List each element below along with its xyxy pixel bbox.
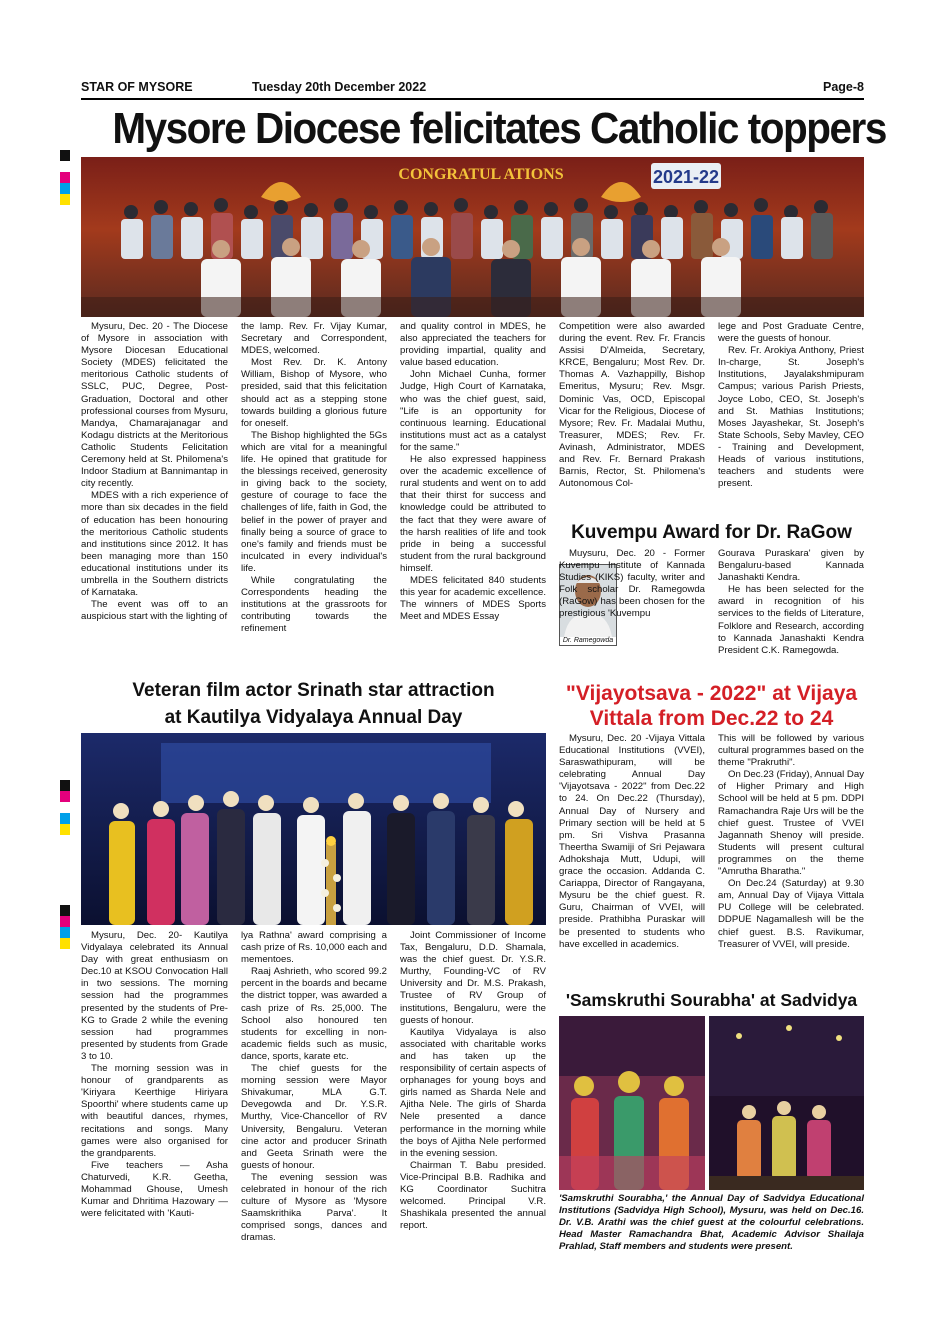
paragraph: He has been selected for the award in recognition of his services to the fields of Literature, Folklore and Research, according to Kannada Janashakti Kendra President C.K. Ramegowda. [718, 584, 864, 656]
masthead-rule [81, 98, 864, 100]
photo-banner-text: CONGRATUL ATIONS [398, 166, 564, 183]
story1-column-1 [81, 321, 228, 623]
story4-column-1 [559, 733, 705, 951]
paper-name: STAR OF MYSORE [81, 80, 193, 94]
story3-headline-line-1: Veteran film actor Srinath star attraction [132, 680, 495, 701]
paragraph: Five teachers — Asha Chaturvedi, K.R. Geetha, Mohammad Ghouse, Umesh Kumar and Dhritima Hazowary — were felicitated with 'Kauti- [81, 1159, 228, 1220]
registration-marks-top [60, 150, 70, 205]
page-number: Page-8 [823, 80, 864, 94]
paragraph: The chief guests for the morning session were Mayor Shivakumar, MLA G.T. Devegowda and Dr. Y.S.R. Murthy, Vice-Chancellor of RV University, Bengaluru. Veteran cine actor and producer Srinath and Geeta Srinath were the guests of honour. [241, 1063, 387, 1171]
story4-headline-line-2: Vittala from Dec.22 to 24 [589, 707, 834, 730]
story1-column-4 [559, 321, 705, 490]
story5-photo-right [709, 1016, 864, 1190]
paragraph: On Dec.23 (Friday), Annual Day of Higher Primary and High School will be held at 5 pm. DDPI Ramachandra Raje Urs will be the chief guest. Trustee of VVEI Jagannath Shenoy will preside. Students will present cultural programmes on the theme "Amrutha Bharatha." [718, 769, 864, 878]
story3-headline-line-2: at Kautilya Vidyalaya Annual Day [164, 707, 463, 728]
story4-headline-line-1: "Vijayotsava - 2022" at Vijaya [565, 682, 858, 705]
paragraph: The evening session was celebrated in honour of the rich culture of Mysore as 'Mysore Saamskrithika Parva'. It comprised songs, dances and dramas. [241, 1171, 387, 1244]
paragraph: MDES felicitated 840 students this year for academic excellence. The winners of MDES Sports Meet and MDES Essay [400, 574, 546, 623]
paragraph: Joint Commissioner of Income Tax, Bengaluru, D.D. Shamala, was the chief guest. Dr. Y.S.R. Murthy, Founding-VC of RV University and Dr. M.S. Prakash, Trustee of RV Group of institutions, Bengaluru, were the guests of honour. [400, 930, 546, 1026]
paragraph: Mysuru, Dec. 20 -Vijaya Vittala Educational Institutions (VVEI), Saraswathipuram, will be celebrating Annual Day 'Vijayotsava - 2022" from Dec.22 to 24. On Dec.22 (Thursday), Annual Day of Nursery and Primary section will be held at 5 pm. Sri Vishva Prasanna Theertha Swamiji of Sri Pejawara Adhokshaja Mutt, Udupi, will grace the occasion. Addanda C. Cariappa, Director of Rangayana, Mysuru be the chief guest. R. Guru, Chairman of VVEI, will preside. Prathibha Puraskar will be presented to students who have excelled in academics. [559, 733, 705, 950]
story1-column-5 [718, 321, 864, 490]
paragraph: Mysuru, Dec. 20 - The Diocese of Mysore in association with Mysore Diocesan Educational Society (MDES) felicitated the meritorious Catholic students of SSLC, PUC, Degree, Post-Graduation, Doctoral and other professional courses from Mysuru, Mandya, Chamarajanagar and Kodagu districts at the Meritorious Catholic Students Felicitation Ceremony held at St. Philomena's Indoor Stadium at Bannimantap in city recently. [81, 321, 228, 490]
story5-caption: 'Samskruthi Sourabha,' the Annual Day of Sadvidya Educational Institutions (Sadvidya High School), Mysuru, was held on Dec.16. Dr. V.B. Arathi was the chief guest at the colourful celebrations. Head Master Ramachandra Bhat, Academic Advisor Shailaja Prahlad, Staff members and students were present. [559, 1193, 864, 1252]
paragraph: This will be followed by various cultural programmes based on the theme "Prakruthi". [718, 733, 864, 769]
paragraph: While congratulating the Correspondents heading the institutions at the grassroots for contributing towards the refinement [241, 574, 387, 635]
paragraph: the lamp. Rev. Fr. Vijay Kumar, Secretary and Correspondent, MDES, welcomed. [241, 321, 387, 357]
story4-column-2 [718, 733, 864, 951]
story2-column-1 [559, 548, 705, 621]
story3-column-3 [400, 930, 546, 1232]
paragraph: The Bishop highlighted the 5Gs which are vital for a meaningful life. He opined that gratitude for the blessings received, generosity in giving back to the society, gesture of courage to face the challenges of life, faith in God, the belief in the power of prayer and finally being a source of grace to one's family and friends must be inculcated in every individual's life. [241, 429, 387, 574]
photo-year-text: 2021-22 [652, 167, 720, 187]
story1-column-3 [400, 321, 546, 623]
story2-photo-caption: Dr. Ramegowda [560, 637, 616, 645]
paragraph: lya Rathna' award comprising a cash prize of Rs. 10,000 each and mementoes. [241, 930, 387, 966]
registration-marks-bottom [60, 905, 70, 949]
masthead [81, 80, 864, 98]
story2-column-2 [718, 548, 864, 657]
story1-column-2 [241, 321, 387, 635]
issue-date: Tuesday 20th December 2022 [252, 80, 427, 94]
story3-column-2 [241, 930, 387, 1244]
paragraph: John Michael Cunha, former Judge, High Court of Karnataka, who was the chief guest, said, "Life is an opportunity for continuous learning. Educational institutions must act as a catalyst for the same." [400, 369, 546, 453]
paragraph: Competition were also awarded during the event. Rev. Fr. Francis Assisi D'Almeida, Secretary, KRCE, Bengaluru; Most Rev. Dr. Thomas A. Vazhappilly, Bishop Emeritus, Mysuru; Rev. Msgr. Dominic Vas, OCD, Episcopal Vicar for the Religious, Diocese of Mysore; Rev. Fr. Madalai Muthu, Treasurer, MDES; Rev. Fr. Avinash, Administrator, MDES and Rev. Fr. Bernard Prakash Barnis, Rector, St. Philomena's Autonomous Col- [559, 321, 705, 490]
paragraph: lege and Post Graduate Centre, were the guests of honour. [718, 321, 864, 345]
story3-column-1 [81, 930, 228, 1220]
story1-photo [81, 157, 864, 317]
story1-headline: Mysore Diocese felicitates Catholic toppers [112, 104, 886, 153]
story2-headline: Kuvempu Award for Dr. RaGow [571, 522, 852, 543]
paragraph: Most Rev. Dr. K. Antony William, Bishop of Mysore, who presided, said that this felicitation should act as a stepping stone towards building a glorious future for oneself. [241, 357, 387, 429]
registration-marks-mid [60, 780, 70, 835]
paragraph: Kautilya Vidyalaya is also associated with charitable works and has taken up the responsibility of certain aspects of orphanages for young boys and girls named as Sharda Nele and Ajitha Nele. The girls of Sharda Nele presented a dance performance in the morning while the boys of Ajitha Nele performed in the evening session. [400, 1026, 546, 1159]
story5-photo-left [559, 1016, 705, 1190]
paragraph: On Dec.24 (Saturday) at 9.30 am, Annual Day of Vijaya Vittala PU College will be celebrated. DDPUE Nagamallesh will be the chief guest. B.S. Ravikumar, Treasurer of VVEI, will preside. [718, 878, 864, 950]
paragraph: He also expressed happiness over the academic excellence of rural students and went on to add that their thirst for success and knowledge could be attributed to the fact that they were aware of the harsh realities of life and took pride in being a successful student from the rural background himself. [400, 454, 546, 574]
paragraph: Rev. Fr. Arokiya Anthony, Priest In-charge, St. Joseph's Institutions, Jayalakshmipuram Campus; various Parish Priests, Joyce Lobo, CEO, St. Joseph's and St. Mathias Institutions; Moses Jayashekar, St. Joseph's State Schools, Seby Mavley, CEO - Training and Development, Heads of various institutions, teachers and students were present. [718, 345, 864, 490]
paragraph: Raaj Ashrieth, who scored 99.2 percent in the boards and became the district topper, was awarded a cash prize of Rs. 25,000. The School also honoured ten students for excelling in non-academic fields such as music, dance, sports, karate etc. [241, 966, 387, 1062]
story5-headline: 'Samskruthi Sourabha' at Sadvidya [565, 990, 858, 1010]
story3-photo [81, 733, 546, 925]
paragraph: Chairman T. Babu presided. Vice-Principal B.B. Radhika and KG Coordinator Suchitra welcomed. Principal V.R. Shashikala presented the annual report. [400, 1159, 546, 1232]
paragraph: The event was off to an auspicious start with the lighting of [81, 599, 228, 623]
paragraph: Muysuru, Dec. 20 - Former Kuvempu Institute of Kannada Studies (KIKS) faculty, writer and Folk scholar Dr. Ramegowda (RaGow) has been chosen for the prestigious 'Kuvempu [559, 548, 705, 620]
paragraph: MDES with a rich experience of more than six decades in the field of education has been honouring the meritorious Catholic students and institutions since 2012. It has been managing more than 150 educational institutions under its umbrella in the Southern districts of Karnataka. [81, 490, 228, 599]
paragraph: and quality control in MDES, he also appreciated the teachers for providing impartial, quality and value based education. [400, 321, 546, 369]
paragraph: Mysuru, Dec. 20- Kautilya Vidyalaya celebrated its Annual Day with great enthusiasm on Dec.10 at KSOU Convocation Hall in two sessions. The morning session had the programmes presented by the students of Pre-KG to Grade 2 while the evening session had programmes presented by students from Grade 3 to 10. [81, 930, 228, 1062]
paragraph: Gourava Puraskara' given by Bengaluru-based Kannada Janashakti Kendra. [718, 548, 864, 584]
paragraph: The morning session was in honour of grandparents as 'Kiriyara Keerthige Hiriyara Spoorthi' where students came up with beautiful dances, rhymes, recitations and songs. Many games were also organised for the grandparents. [81, 1063, 228, 1159]
